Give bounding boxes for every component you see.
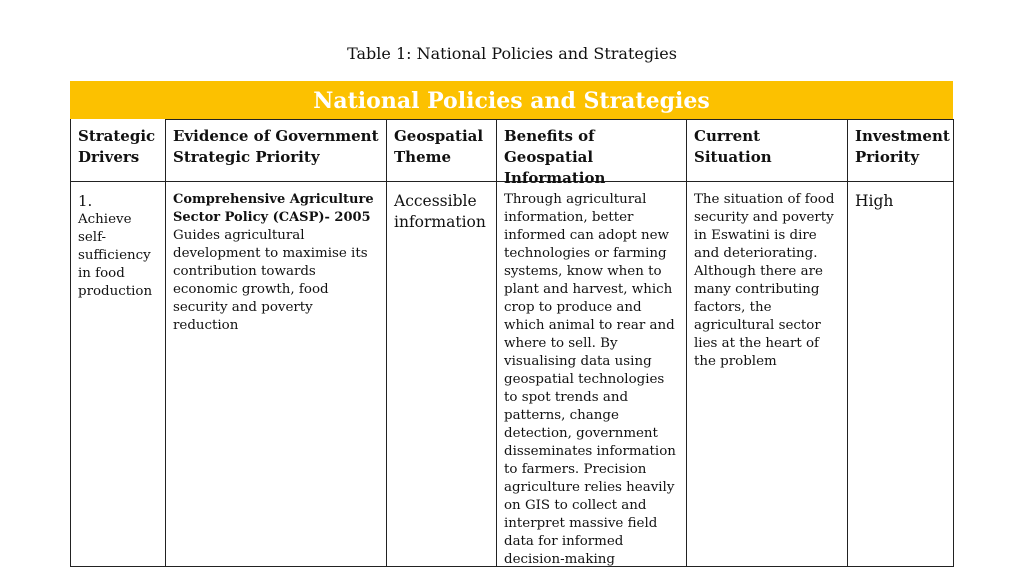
table-grid xyxy=(70,119,954,567)
table-caption: Table 1: National Policies and Strategies xyxy=(347,44,677,63)
col-border-6 xyxy=(953,119,954,567)
header-current-situation: Current Situation xyxy=(694,127,772,166)
table-banner-title: National Policies and Strategies xyxy=(70,81,953,119)
policy-text: Guides agricultural development to maximise its contribution towards economic growth, food security and poverty reduction xyxy=(173,228,368,333)
header-investment-priority: Investment Priority xyxy=(855,127,950,166)
cell-current-situation: The situation of food security and poverty in Eswatini is dire and deteriorating. Although there are many contributing factors, the agricultural sector lies at the heart of the problem xyxy=(694,192,835,369)
cell-investment-priority: High xyxy=(855,192,894,210)
policy-title: Comprehensive Agriculture Sector Policy (CASP)- 2005 xyxy=(173,192,374,225)
policies-table xyxy=(70,81,954,567)
driver-number: 1. xyxy=(78,192,93,210)
header-strategic-drivers: Strategic Drivers xyxy=(78,127,156,166)
cell-evidence xyxy=(166,185,386,335)
cell-strategic-driver xyxy=(71,185,165,301)
cell-benefits: Through agricultural information, better informed can adopt new technologies or farming systems, know when to plant and harvest, which crop to produce and which animal to rear and where to sell. By visualising data using geospatial technologies to spot trends and patterns, change detection, government disseminates information to farmers. Precision agriculture relies heavily on GIS to collect and interpret massive field data for informed decision-making xyxy=(504,192,676,567)
header-benefits: Benefits of Geospatial Information xyxy=(504,127,606,187)
driver-text: Achieve self-sufficiency in food production xyxy=(78,212,153,299)
header-evidence: Evidence of Government Strategic Priority xyxy=(173,127,379,166)
cell-geospatial-theme: Accessible information xyxy=(394,192,486,231)
header-geospatial-theme: Geospatial Theme xyxy=(394,127,484,166)
